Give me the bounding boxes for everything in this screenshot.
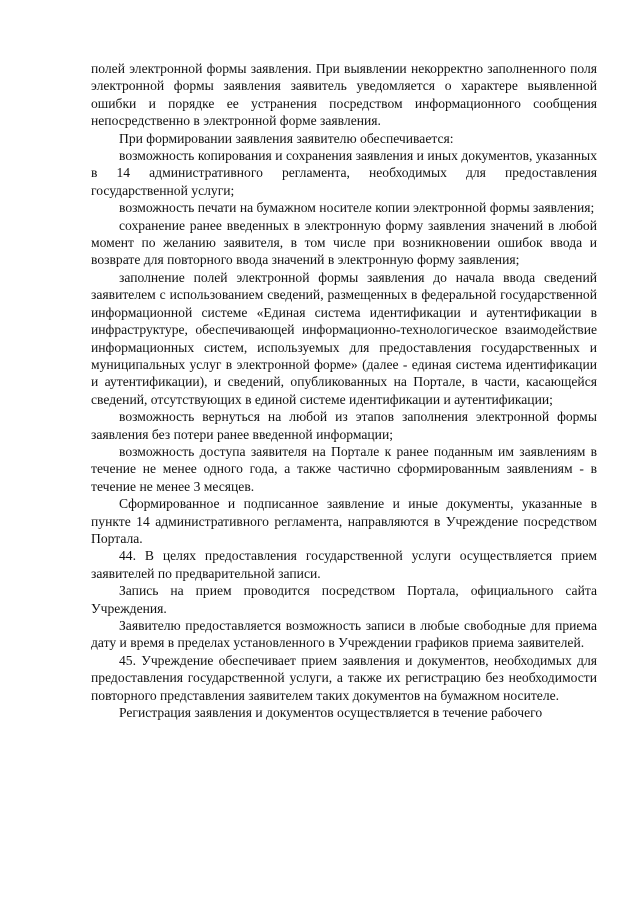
paragraph: 45. Учреждение обеспечивает прием заявления и документов, необходимых для предоставления государственной услуги, а также их регистрацию без необходимости повторного представления заявителем таких документов на бумажном носителе.	[91, 652, 597, 703]
document-body	[91, 60, 597, 721]
paragraph: Заявителю предоставляется возможность записи в любые свободные для приема дату и время в пределах установленного в Учреждении графиков приема заявителей.	[91, 618, 597, 651]
paragraph: Сформированное и подписанное заявление и иные документы, указанные в пункте 14 административного регламента, направляются в Учреждение посредством Портала.	[91, 496, 597, 546]
paragraph: сохранение ранее введенных в электронную форму заявления значений в любой момент по желанию заявителя, в том числе при возникновении ошибок ввода и возврате для повторного ввода значений в электронную форму заявления;	[91, 217, 597, 268]
paragraph: Регистрация заявления и документов осуществляется в течение рабочего	[119, 705, 543, 721]
paragraph: 44. В целях предоставления государственной услуги осуществляется прием заявителей по предварительной записи.	[91, 548, 597, 581]
paragraph: заполнение полей электронной формы заявления до начала ввода сведений заявителем с использованием сведений, размещенных в федеральной государственной информационной системе «Единая система идентификации и аутентификации в инфраструктуре, обеспечивающей информационно-технологическое взаимодействие информационных систем, используемых для предоставления государственных и муниципальных услуг в электронной форме» (далее - единая система идентификации и аутентификации), и сведений, опубликованных на Портале, в части, касающейся сведений, отсутствующих в единой системе идентификации и аутентификации;	[91, 269, 597, 407]
paragraph: возможность печати на бумажном носителе копии электронной формы заявления;	[119, 200, 595, 216]
paragraph: Запись на прием проводится посредством Портала, официального сайта Учреждения.	[91, 583, 597, 616]
paragraph: возможность вернуться на любой из этапов заполнения электронной формы заявления без потери ранее введенной информации;	[91, 409, 597, 442]
paragraph: возможность копирования и сохранения заявления и иных документов, указанных в 14 административного регламента, необходимых для предоставления государственной услуги;	[91, 148, 597, 198]
paragraph: При формировании заявления заявителю обеспечивается:	[119, 130, 454, 146]
paragraph: полей электронной формы заявления. При выявлении некорректно заполненного поля электронной формы заявления заявитель уведомляется о характере выявленной ошибки и порядке ее устранения посредством информационного сообщения непосредственно в электронной форме заявления.	[91, 61, 597, 129]
paragraph: возможность доступа заявителя на Портале к ранее поданным им заявлениям в течение не менее одного года, а также частично сформированным заявлениям - в течение не менее 3 месяцев.	[91, 443, 597, 494]
